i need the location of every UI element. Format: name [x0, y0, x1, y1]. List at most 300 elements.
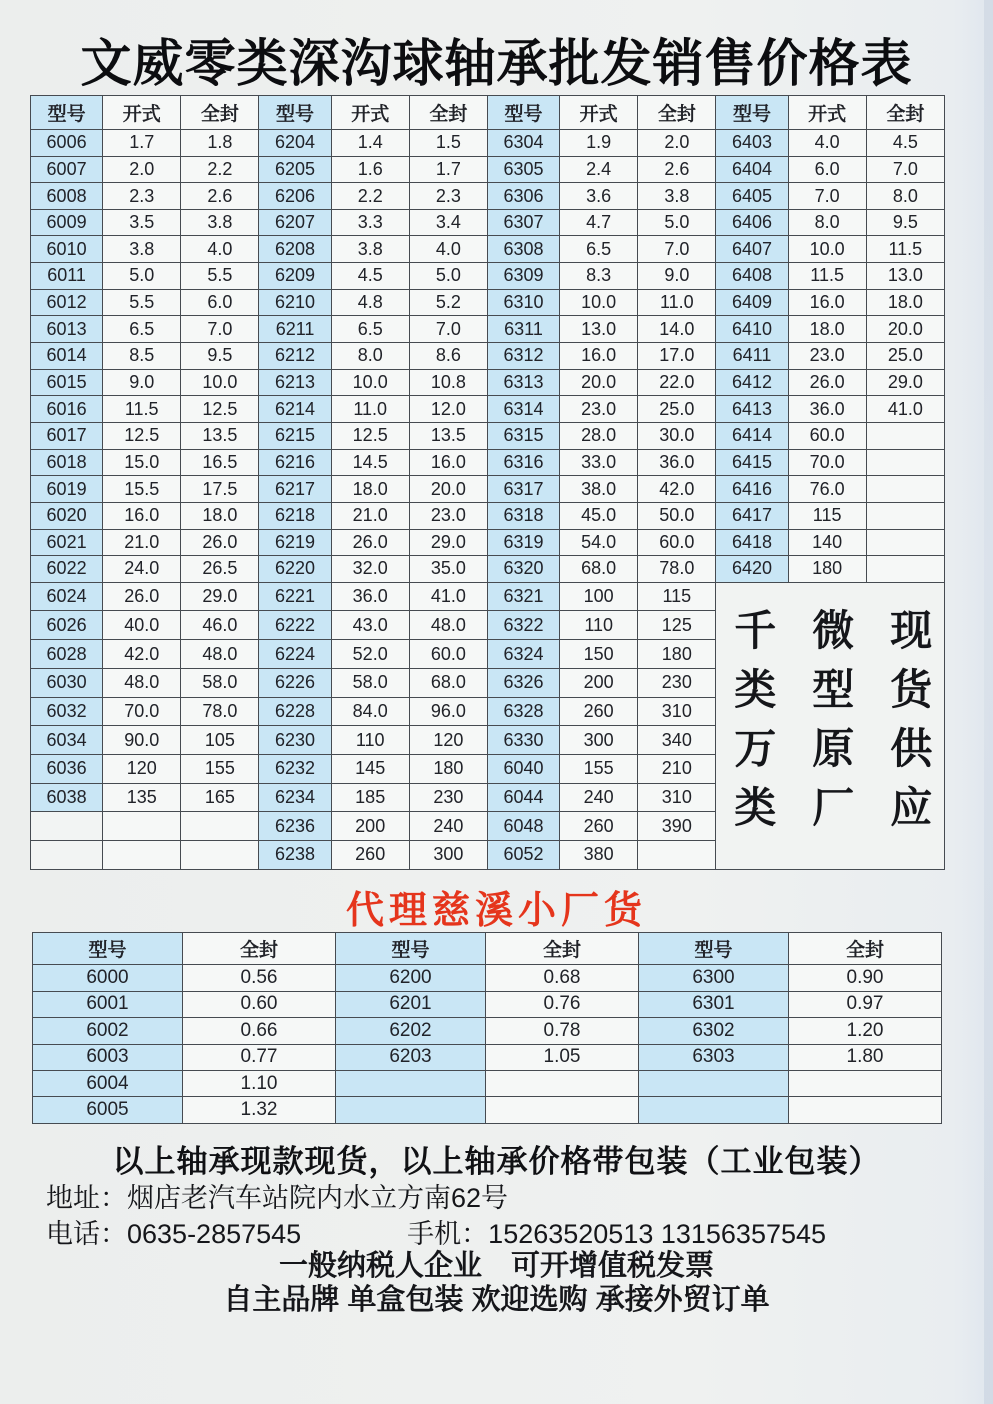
- sealed-price-cell: 26.5: [181, 556, 259, 583]
- price-row: [31, 343, 945, 370]
- price-row: [31, 582, 945, 611]
- model-cell: 6004: [33, 1071, 183, 1097]
- sealed-price-cell: [486, 1071, 639, 1097]
- model-cell: 6024: [31, 582, 103, 611]
- sealed-price-cell: [181, 840, 259, 869]
- column-header: 全封: [183, 933, 336, 965]
- price-row: [33, 991, 942, 1017]
- price-row: [33, 1097, 942, 1124]
- sealed-price-cell: 3.8: [181, 209, 259, 236]
- sealed-price-cell: 20.0: [409, 476, 487, 503]
- open-price-cell: 5.0: [103, 263, 181, 290]
- model-cell: 6310: [487, 289, 559, 316]
- model-cell: 6052: [487, 840, 559, 869]
- sealed-price-cell: 1.5: [409, 129, 487, 156]
- model-cell: 6403: [716, 129, 788, 156]
- open-price-cell: 2.4: [560, 156, 638, 183]
- model-cell: 6236: [259, 812, 331, 841]
- open-price-cell: 26.0: [788, 369, 866, 396]
- sealed-price-cell: 22.0: [638, 369, 716, 396]
- vertical-note-column: 千类万类: [729, 607, 777, 844]
- price-row: [31, 183, 945, 210]
- model-cell: 6212: [259, 343, 331, 370]
- open-price-cell: 3.3: [331, 209, 409, 236]
- model-cell: 6002: [33, 1018, 183, 1044]
- column-header: 型号: [716, 96, 788, 130]
- open-price-cell: 8.3: [560, 263, 638, 290]
- sealed-price-cell: 1.8: [181, 129, 259, 156]
- model-cell: 6018: [31, 449, 103, 476]
- open-price-cell: 45.0: [560, 502, 638, 529]
- open-price-cell: 23.0: [788, 343, 866, 370]
- open-price-cell: 8.5: [103, 343, 181, 370]
- open-price-cell: 76.0: [788, 476, 866, 503]
- column-header: 开式: [560, 96, 638, 130]
- sealed-price-cell: 5.5: [181, 263, 259, 290]
- model-cell: 6318: [487, 502, 559, 529]
- price-row: [31, 263, 945, 290]
- agent-section-heading: 代理慈溪小厂货: [345, 890, 647, 932]
- sealed-price-cell: 165: [181, 783, 259, 812]
- open-price-cell: 110: [560, 611, 638, 640]
- open-price-cell: 150: [560, 640, 638, 669]
- phone-number: 电话：0635-2857545: [46, 1219, 302, 1249]
- sealed-price-cell: [866, 476, 944, 503]
- open-price-cell: 12.5: [103, 422, 181, 449]
- open-price-cell: 48.0: [103, 668, 181, 697]
- sealed-price-cell: 29.0: [181, 582, 259, 611]
- model-cell: 6032: [31, 697, 103, 726]
- model-cell: 6204: [259, 129, 331, 156]
- sealed-price-cell: 3.4: [409, 209, 487, 236]
- model-cell: 6305: [487, 156, 559, 183]
- model-cell: 6000: [33, 965, 183, 991]
- model-cell: 6028: [31, 640, 103, 669]
- sealed-price-cell: 13.0: [866, 263, 944, 290]
- price-row: [31, 156, 945, 183]
- sealed-price-cell: [486, 1097, 639, 1124]
- model-cell: 6020: [31, 502, 103, 529]
- sealed-price-cell: 6.0: [181, 289, 259, 316]
- column-header: 开式: [103, 96, 181, 130]
- open-price-cell: 2.3: [103, 183, 181, 210]
- open-price-cell: 1.4: [331, 129, 409, 156]
- model-cell: 6232: [259, 754, 331, 783]
- model-cell: 6201: [336, 991, 486, 1017]
- sealed-price-cell: 78.0: [181, 697, 259, 726]
- open-price-cell: 52.0: [331, 640, 409, 669]
- sealed-price-cell: 12.5: [181, 396, 259, 423]
- sealed-price-cell: 16.5: [181, 449, 259, 476]
- open-price-cell: 11.0: [331, 396, 409, 423]
- header-row: [31, 96, 945, 130]
- sealed-price-cell: 240: [409, 812, 487, 841]
- sealed-price-cell: 120: [409, 726, 487, 755]
- sealed-price-cell: 210: [638, 754, 716, 783]
- open-price-cell: 5.5: [103, 289, 181, 316]
- tax-info-line: 一般纳税人企业 可开增值税发票: [278, 1250, 714, 1282]
- scan-edge-shading: [984, 0, 993, 1404]
- model-cell: 6410: [716, 316, 788, 343]
- price-row: [31, 129, 945, 156]
- sealed-price-cell: 1.20: [789, 1018, 942, 1044]
- open-price-cell: 200: [331, 812, 409, 841]
- sealed-price-cell: 42.0: [638, 476, 716, 503]
- sealed-price-cell: 7.0: [866, 156, 944, 183]
- open-price-cell: 21.0: [331, 502, 409, 529]
- sealed-price-cell: 30.0: [638, 422, 716, 449]
- open-price-cell: 260: [331, 840, 409, 869]
- sealed-price-cell: [789, 1097, 942, 1124]
- sealed-price-cell: 18.0: [866, 289, 944, 316]
- open-price-cell: 2.0: [103, 156, 181, 183]
- sealed-price-cell: 300: [409, 840, 487, 869]
- model-cell: 6210: [259, 289, 331, 316]
- sealed-price-cell: 115: [638, 582, 716, 611]
- sealed-price-cell: 9.0: [638, 263, 716, 290]
- model-cell: 6320: [487, 556, 559, 583]
- model-cell: 6213: [259, 369, 331, 396]
- model-cell: 6224: [259, 640, 331, 669]
- open-price-cell: 16.0: [560, 343, 638, 370]
- model-cell: 6207: [259, 209, 331, 236]
- column-header: 型号: [259, 96, 331, 130]
- sealed-price-cell: 0.77: [183, 1044, 336, 1070]
- open-price-cell: 33.0: [560, 449, 638, 476]
- column-header: 型号: [639, 933, 789, 965]
- open-price-cell: 20.0: [560, 369, 638, 396]
- sealed-price-cell: 41.0: [866, 396, 944, 423]
- open-price-cell: 8.0: [788, 209, 866, 236]
- open-price-cell: 6.5: [103, 316, 181, 343]
- column-header: 全封: [181, 96, 259, 130]
- address-line: 地址：烟店老汽车站院内水立方南62号: [46, 1183, 509, 1213]
- open-price-cell: 24.0: [103, 556, 181, 583]
- sealed-price-cell: 41.0: [409, 582, 487, 611]
- model-cell: 6208: [259, 236, 331, 263]
- sealed-price-cell: 35.0: [409, 556, 487, 583]
- price-row: [33, 1044, 942, 1070]
- sealed-price-cell: [181, 812, 259, 841]
- sealed-price-cell: 5.0: [638, 209, 716, 236]
- open-price-cell: 70.0: [103, 697, 181, 726]
- open-price-cell: 14.5: [331, 449, 409, 476]
- model-cell: 6021: [31, 529, 103, 556]
- sealed-price-cell: 29.0: [409, 529, 487, 556]
- sealed-price-cell: 1.7: [409, 156, 487, 183]
- model-cell: 6418: [716, 529, 788, 556]
- sealed-price-cell: 230: [409, 783, 487, 812]
- model-cell: [31, 812, 103, 841]
- model-cell: 6411: [716, 343, 788, 370]
- model-cell: 6414: [716, 422, 788, 449]
- open-price-cell: 23.0: [560, 396, 638, 423]
- open-price-cell: 4.8: [331, 289, 409, 316]
- model-cell: 6330: [487, 726, 559, 755]
- sealed-price-cell: 4.5: [866, 129, 944, 156]
- price-row: [31, 556, 945, 583]
- open-price-cell: 4.5: [331, 263, 409, 290]
- sealed-price-cell: 340: [638, 726, 716, 755]
- model-cell: 6328: [487, 697, 559, 726]
- model-cell: 6308: [487, 236, 559, 263]
- open-price-cell: 8.0: [331, 343, 409, 370]
- open-price-cell: 11.5: [103, 396, 181, 423]
- price-row: [31, 449, 945, 476]
- open-price-cell: 185: [331, 783, 409, 812]
- open-price-cell: 1.9: [560, 129, 638, 156]
- open-price-cell: 260: [560, 697, 638, 726]
- open-price-cell: 26.0: [103, 582, 181, 611]
- open-price-cell: 120: [103, 754, 181, 783]
- model-cell: 6222: [259, 611, 331, 640]
- sealed-price-cell: 0.60: [183, 991, 336, 1017]
- sealed-price-cell: 25.0: [866, 343, 944, 370]
- open-price-cell: 58.0: [331, 668, 409, 697]
- open-price-cell: 70.0: [788, 449, 866, 476]
- open-price-cell: 43.0: [331, 611, 409, 640]
- column-header: 开式: [331, 96, 409, 130]
- model-cell: 6416: [716, 476, 788, 503]
- open-price-cell: 21.0: [103, 529, 181, 556]
- model-cell: 6008: [31, 183, 103, 210]
- sealed-price-cell: 7.0: [181, 316, 259, 343]
- model-cell: 6228: [259, 697, 331, 726]
- column-header: 全封: [409, 96, 487, 130]
- sealed-price-cell: 12.0: [409, 396, 487, 423]
- model-cell: 6206: [259, 183, 331, 210]
- model-cell: 6003: [33, 1044, 183, 1070]
- model-cell: 6315: [487, 422, 559, 449]
- model-cell: 6313: [487, 369, 559, 396]
- open-price-cell: 100: [560, 582, 638, 611]
- open-price-cell: 16.0: [103, 502, 181, 529]
- sealed-price-cell: 0.76: [486, 991, 639, 1017]
- model-cell: 6040: [487, 754, 559, 783]
- sealed-price-cell: 13.5: [181, 422, 259, 449]
- open-price-cell: [103, 812, 181, 841]
- open-price-cell: 155: [560, 754, 638, 783]
- model-cell: 6326: [487, 668, 559, 697]
- price-row: [31, 209, 945, 236]
- model-cell: 6022: [31, 556, 103, 583]
- sealed-price-cell: 25.0: [638, 396, 716, 423]
- model-cell: 6226: [259, 668, 331, 697]
- model-cell: 6307: [487, 209, 559, 236]
- model-cell: 6048: [487, 812, 559, 841]
- sealed-price-cell: 36.0: [638, 449, 716, 476]
- sealed-price-cell: 16.0: [409, 449, 487, 476]
- sealed-price-cell: 18.0: [181, 502, 259, 529]
- open-price-cell: 110: [331, 726, 409, 755]
- sealed-price-cell: 0.66: [183, 1018, 336, 1044]
- open-price-cell: 6.5: [331, 316, 409, 343]
- model-cell: 6209: [259, 263, 331, 290]
- sealed-price-cell: 0.90: [789, 965, 942, 991]
- model-cell: 6217: [259, 476, 331, 503]
- model-cell: 6216: [259, 449, 331, 476]
- model-cell: 6215: [259, 422, 331, 449]
- open-price-cell: 18.0: [788, 316, 866, 343]
- sealed-price-cell: 5.0: [409, 263, 487, 290]
- sealed-price-cell: [866, 422, 944, 449]
- vertical-note-column: 现货供应: [885, 607, 933, 844]
- open-price-cell: 10.0: [560, 289, 638, 316]
- open-price-cell: 4.7: [560, 209, 638, 236]
- open-price-cell: 1.7: [103, 129, 181, 156]
- model-cell: 6407: [716, 236, 788, 263]
- packaging-notice: 以上轴承现款现货，以上轴承价格带包装（工业包装）: [112, 1144, 881, 1179]
- open-price-cell: 6.0: [788, 156, 866, 183]
- sealed-price-cell: 68.0: [409, 668, 487, 697]
- open-price-cell: 10.0: [331, 369, 409, 396]
- page-title: 文威零类深沟球轴承批发销售价格表: [80, 35, 913, 92]
- price-row: [31, 236, 945, 263]
- sealed-price-cell: 7.0: [638, 236, 716, 263]
- main-price-table: [30, 95, 945, 870]
- price-row: [31, 369, 945, 396]
- sealed-price-cell: 1.80: [789, 1044, 942, 1070]
- model-cell: 6205: [259, 156, 331, 183]
- model-cell: 6314: [487, 396, 559, 423]
- model-cell: 6405: [716, 183, 788, 210]
- header-row: [33, 933, 942, 965]
- model-cell: [639, 1097, 789, 1124]
- model-cell: 6220: [259, 556, 331, 583]
- price-row: [31, 289, 945, 316]
- sealed-price-cell: 2.2: [181, 156, 259, 183]
- sealed-price-cell: 96.0: [409, 697, 487, 726]
- model-cell: 6324: [487, 640, 559, 669]
- sealed-price-cell: 2.6: [638, 156, 716, 183]
- open-price-cell: 9.0: [103, 369, 181, 396]
- sealed-price-cell: 1.10: [183, 1071, 336, 1097]
- model-cell: 6010: [31, 236, 103, 263]
- sealed-price-cell: 13.5: [409, 422, 487, 449]
- sealed-price-cell: 9.5: [181, 343, 259, 370]
- column-header: 全封: [866, 96, 944, 130]
- sealed-price-cell: 26.0: [181, 529, 259, 556]
- model-cell: 6034: [31, 726, 103, 755]
- sealed-price-cell: 60.0: [638, 529, 716, 556]
- model-cell: 6303: [639, 1044, 789, 1070]
- open-price-cell: 28.0: [560, 422, 638, 449]
- column-header: 全封: [486, 933, 639, 965]
- open-price-cell: 26.0: [331, 529, 409, 556]
- sealed-price-cell: [866, 502, 944, 529]
- sealed-price-cell: 230: [638, 668, 716, 697]
- model-cell: 6200: [336, 965, 486, 991]
- price-row: [33, 965, 942, 991]
- model-cell: [336, 1071, 486, 1097]
- brand-info-line: 自主品牌 单盒包装 欢迎选购 承接外贸订单: [223, 1284, 770, 1316]
- sealed-price-cell: 1.05: [486, 1044, 639, 1070]
- open-price-cell: 90.0: [103, 726, 181, 755]
- model-cell: 6306: [487, 183, 559, 210]
- column-header: 型号: [336, 933, 486, 965]
- open-price-cell: 240: [560, 783, 638, 812]
- open-price-cell: 2.2: [331, 183, 409, 210]
- price-row: [31, 476, 945, 503]
- sealed-price-cell: 125: [638, 611, 716, 640]
- sealed-price-cell: 4.0: [181, 236, 259, 263]
- model-cell: 6013: [31, 316, 103, 343]
- model-cell: 6030: [31, 668, 103, 697]
- model-cell: 6304: [487, 129, 559, 156]
- sealed-price-cell: 2.6: [181, 183, 259, 210]
- model-cell: 6203: [336, 1044, 486, 1070]
- open-price-cell: 13.0: [560, 316, 638, 343]
- model-cell: 6417: [716, 502, 788, 529]
- sealed-price-cell: 11.0: [638, 289, 716, 316]
- open-price-cell: 15.0: [103, 449, 181, 476]
- open-price-cell: 1.6: [331, 156, 409, 183]
- open-price-cell: 54.0: [560, 529, 638, 556]
- model-cell: 6300: [639, 965, 789, 991]
- model-cell: 6409: [716, 289, 788, 316]
- sealed-price-cell: 2.0: [638, 129, 716, 156]
- model-cell: 6302: [639, 1018, 789, 1044]
- sealed-price-cell: 14.0: [638, 316, 716, 343]
- price-row: [31, 396, 945, 423]
- sealed-price-cell: 48.0: [181, 640, 259, 669]
- model-cell: 6415: [716, 449, 788, 476]
- open-price-cell: 3.5: [103, 209, 181, 236]
- sealed-price-cell: 390: [638, 812, 716, 841]
- model-cell: 6309: [487, 263, 559, 290]
- model-cell: 6202: [336, 1018, 486, 1044]
- sealed-price-cell: 10.8: [409, 369, 487, 396]
- model-cell: 6221: [259, 582, 331, 611]
- model-cell: 6036: [31, 754, 103, 783]
- sealed-price-cell: [866, 529, 944, 556]
- open-price-cell: 180: [788, 556, 866, 583]
- model-cell: 6006: [31, 129, 103, 156]
- model-cell: [639, 1071, 789, 1097]
- sealed-price-cell: 23.0: [409, 502, 487, 529]
- sealed-price-cell: 46.0: [181, 611, 259, 640]
- sealed-price-cell: 60.0: [409, 640, 487, 669]
- model-cell: 6019: [31, 476, 103, 503]
- model-cell: 6316: [487, 449, 559, 476]
- open-price-cell: 145: [331, 754, 409, 783]
- model-cell: 6219: [259, 529, 331, 556]
- column-header: 型号: [487, 96, 559, 130]
- model-cell: 6218: [259, 502, 331, 529]
- model-cell: 6319: [487, 529, 559, 556]
- vertical-note-column: 微型原厂: [807, 607, 855, 844]
- model-cell: 6044: [487, 783, 559, 812]
- model-cell: 6234: [259, 783, 331, 812]
- sealed-price-cell: 105: [181, 726, 259, 755]
- model-cell: 6015: [31, 369, 103, 396]
- open-price-cell: 18.0: [331, 476, 409, 503]
- sealed-price-cell: 7.0: [409, 316, 487, 343]
- open-price-cell: 300: [560, 726, 638, 755]
- open-price-cell: 260: [560, 812, 638, 841]
- sealed-price-cell: 17.0: [638, 343, 716, 370]
- sealed-price-cell: 180: [409, 754, 487, 783]
- sealed-price-cell: 0.97: [789, 991, 942, 1017]
- model-cell: 6406: [716, 209, 788, 236]
- model-cell: 6009: [31, 209, 103, 236]
- sealed-price-cell: 155: [181, 754, 259, 783]
- sealed-price-cell: 58.0: [181, 668, 259, 697]
- open-price-cell: 7.0: [788, 183, 866, 210]
- column-header: 全封: [789, 933, 942, 965]
- open-price-cell: 115: [788, 502, 866, 529]
- model-cell: 6214: [259, 396, 331, 423]
